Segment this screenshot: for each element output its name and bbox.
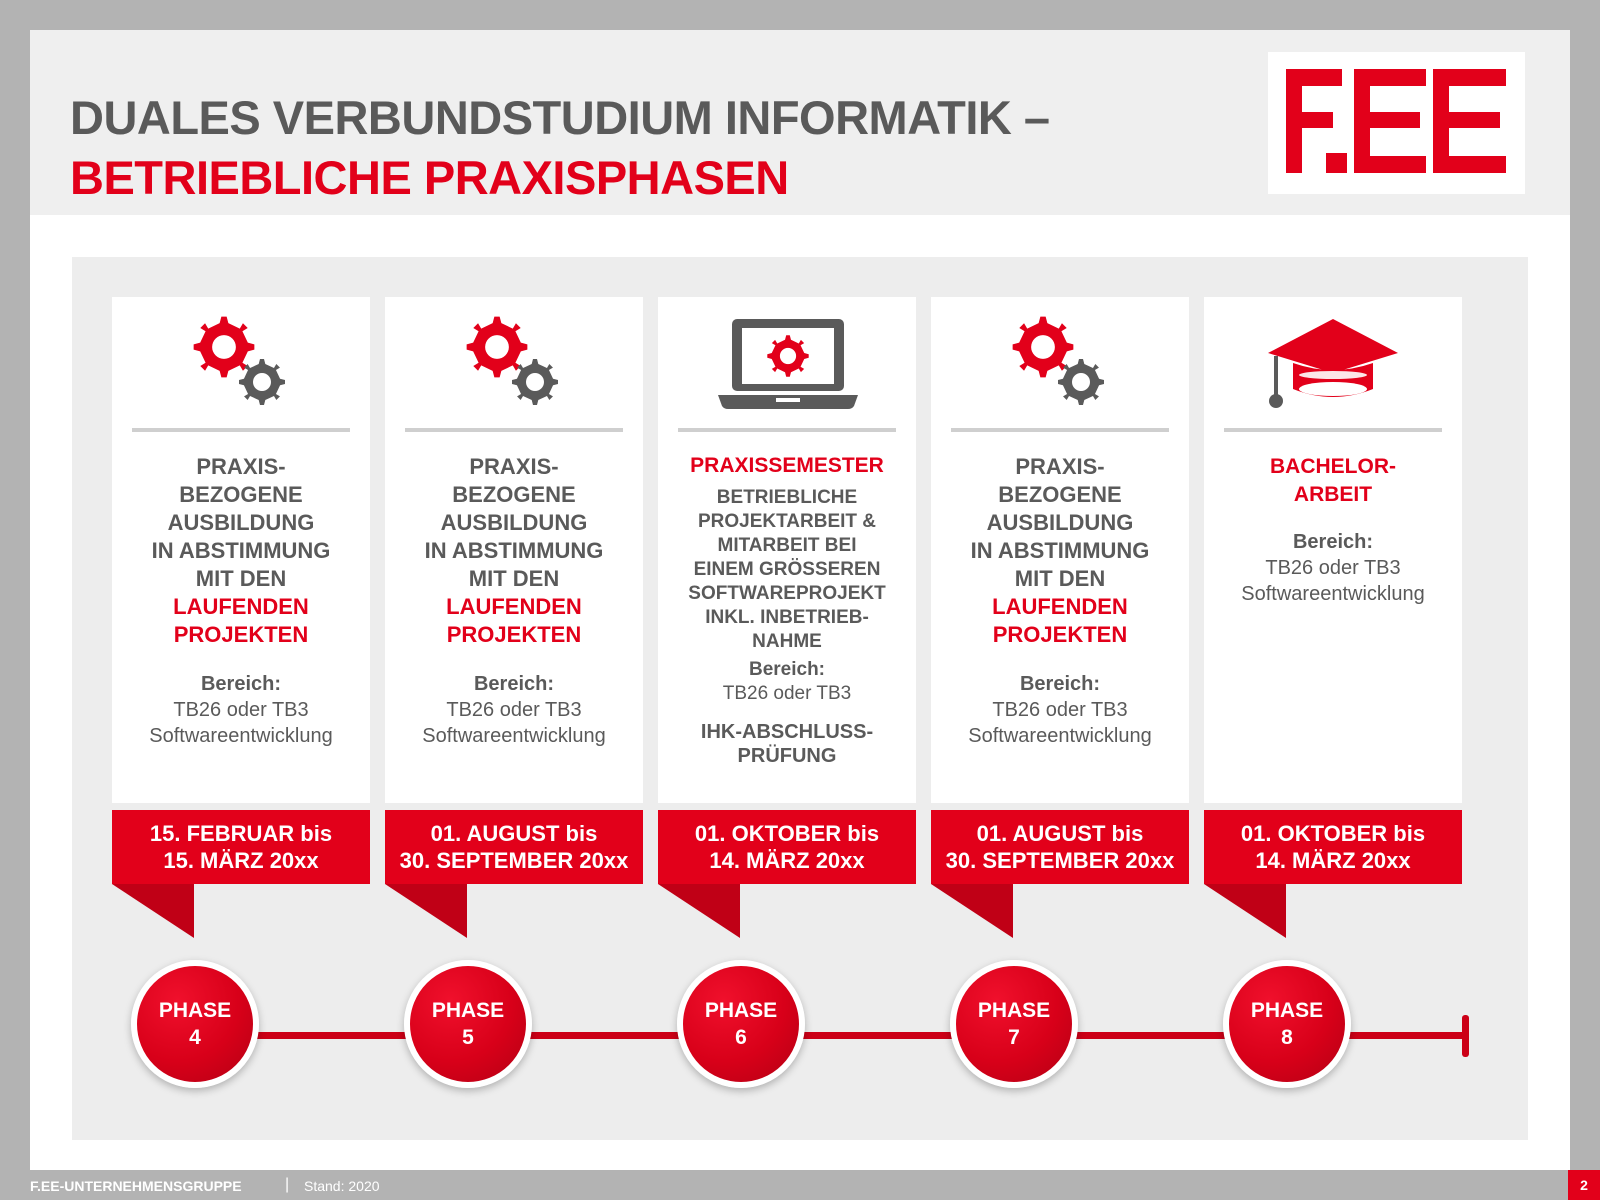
phase-card-7: [931, 297, 1189, 803]
phase-number: 5: [462, 1026, 474, 1049]
card-description: [664, 452, 910, 768]
phase-number: 4: [189, 1026, 201, 1049]
footer-company: F.EE-UNTERNEHMENSGRUPPE: [30, 1178, 242, 1194]
phase-card-4: [112, 297, 370, 803]
phase-number: 8: [1281, 1026, 1293, 1049]
exam-label: IHK-ABSCHLUSS- PRÜFUNG: [700, 721, 874, 767]
section-heading: BACHELOR- ARBEIT: [1270, 455, 1396, 506]
page-subtitle: BETRIEBLICHE PRAXISPHASEN: [70, 151, 789, 204]
area-label: Bereich:: [1292, 531, 1374, 553]
card-description: [118, 453, 364, 749]
banner-flag: [385, 884, 467, 938]
area-value: TB26 oder TB3 Softwareentwicklung: [422, 699, 606, 747]
phase-card-8: [1204, 297, 1462, 803]
card-description: [937, 453, 1183, 749]
area-value: TB26 oder TB3 Softwareentwicklung: [1241, 557, 1425, 605]
area-label: Bereich:: [1019, 673, 1101, 695]
date-banner: 01. AUGUST bis 30. SEPTEMBER 20xx: [931, 810, 1189, 884]
phase-card-5: [385, 297, 643, 803]
card-divider: [405, 428, 623, 432]
card-description: [1210, 453, 1456, 607]
phase-circle-6: [677, 960, 805, 1088]
gears-icon: [385, 315, 643, 413]
phase-circle-7: [950, 960, 1078, 1088]
area-value: TB26 oder TB3: [722, 683, 852, 704]
area-label: Bereich:: [200, 673, 282, 695]
project-description: BETRIEBLICHE PROJEKTARBEIT & MITARBEIT BEI EINEM GRÖSSEREN SOFTWAREPROJEKT INKL. INBETRIEB- NAHME: [688, 487, 886, 652]
footer-stand: Stand: 2020: [304, 1178, 380, 1194]
phase-card-6: [658, 297, 916, 803]
focus-highlight: LAUFENDEN PROJEKTEN: [173, 594, 309, 647]
date-banner: 15. FEBRUAR bis 15. MÄRZ 20xx: [112, 810, 370, 884]
card-divider: [132, 428, 350, 432]
date-banner: 01. AUGUST bis 30. SEPTEMBER 20xx: [385, 810, 643, 884]
phase-number: 6: [735, 1026, 747, 1049]
timeline-end: [1462, 1015, 1469, 1057]
area-label: Bereich:: [748, 659, 826, 680]
gears-icon: [112, 315, 370, 413]
phase-label: PHASE: [1250, 999, 1324, 1022]
banner-flag: [1204, 884, 1286, 938]
phase-circle-5: [404, 960, 532, 1088]
focus-highlight: LAUFENDEN PROJEKTEN: [992, 594, 1128, 647]
phase-label: PHASE: [158, 999, 232, 1022]
banner-flag: [931, 884, 1013, 938]
banner-flag: [658, 884, 740, 938]
phase-panel: [72, 257, 1528, 1140]
card-divider: [678, 428, 896, 432]
footer-separator: |: [285, 1176, 290, 1193]
banner-flag: [112, 884, 194, 938]
phase-label: PHASE: [431, 999, 505, 1022]
card-divider: [951, 428, 1169, 432]
phase-label: PHASE: [704, 999, 778, 1022]
slide: [30, 30, 1570, 1170]
date-banner: 01. OKTOBER bis 14. MÄRZ 20xx: [1204, 810, 1462, 884]
laptop-gear-icon: [658, 315, 916, 413]
graduation-cap-icon: [1204, 315, 1462, 413]
area-value: TB26 oder TB3 Softwareentwicklung: [968, 699, 1152, 747]
area-value: TB26 oder TB3 Softwareentwicklung: [149, 699, 333, 747]
phase-label: PHASE: [977, 999, 1051, 1022]
phase-number: 7: [1008, 1026, 1020, 1049]
card-description: [391, 453, 637, 749]
phase-circle-8: [1223, 960, 1351, 1088]
phase-circle-4: [131, 960, 259, 1088]
section-heading: PRAXISSEMESTER: [690, 454, 884, 477]
fee-logo: [1268, 52, 1525, 194]
focus-text: PRAXIS- BEZOGENE AUSBILDUNG IN ABSTIMMUNG MIT DEN: [970, 454, 1150, 591]
focus-text: PRAXIS- BEZOGENE AUSBILDUNG IN ABSTIMMUNG MIT DEN: [151, 454, 331, 591]
header: [30, 30, 1570, 215]
page-number: 2: [1568, 1170, 1600, 1200]
gears-icon: [931, 315, 1189, 413]
focus-highlight: LAUFENDEN PROJEKTEN: [446, 594, 582, 647]
date-banner: 01. OKTOBER bis 14. MÄRZ 20xx: [658, 810, 916, 884]
area-label: Bereich:: [473, 673, 555, 695]
page-title: DUALES VERBUNDSTUDIUM INFORMATIK –: [70, 91, 1050, 144]
card-divider: [1224, 428, 1442, 432]
focus-text: PRAXIS- BEZOGENE AUSBILDUNG IN ABSTIMMUNG MIT DEN: [424, 454, 604, 591]
